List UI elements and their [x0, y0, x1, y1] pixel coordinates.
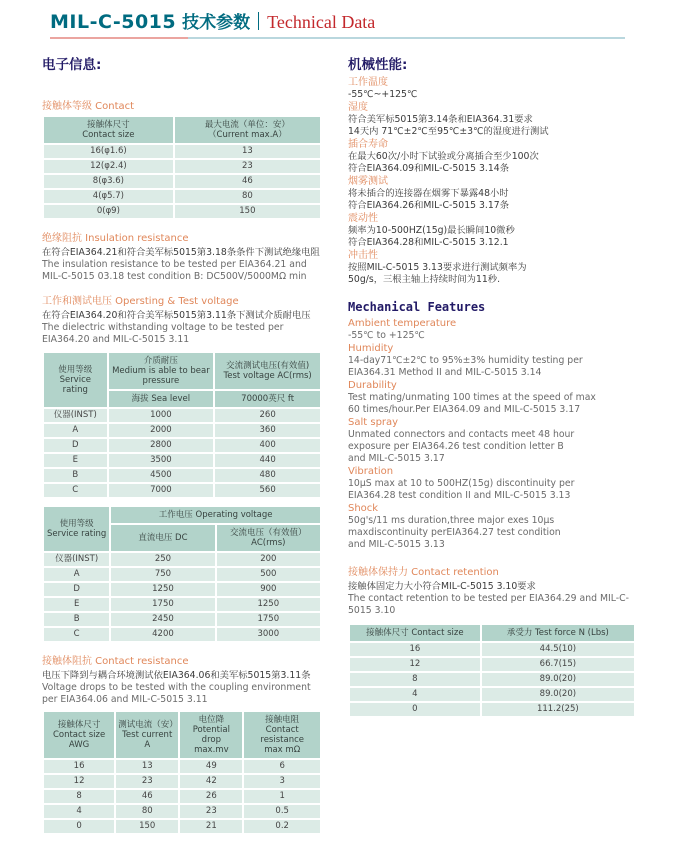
table-cell: 44.5(10) [482, 643, 634, 656]
table-cell: 16 [350, 643, 480, 656]
table-cell: 16(φ1.6) [44, 145, 173, 158]
header-zh: 接触体尺寸 [87, 120, 130, 130]
table-row [44, 568, 320, 581]
table-cell: 23 [180, 805, 242, 818]
table-cell: 2000 [109, 424, 214, 437]
operating-voltage-table [42, 505, 322, 643]
table-header-cell [44, 507, 109, 551]
contact-retention-block [348, 563, 636, 617]
table-subheader-cell: 交流电压（有效值） AC(rms) [217, 525, 320, 551]
table-header-row [44, 712, 320, 758]
table-row [44, 454, 320, 467]
table-cell: 3 [244, 775, 320, 788]
table-cell: 480 [215, 469, 320, 482]
table-cell: 42 [180, 775, 242, 788]
header-en: max mΩ [264, 745, 301, 755]
header-en: Service rating [46, 529, 107, 539]
header-en: Contact resistance [260, 725, 304, 745]
table-cell: 1 [244, 790, 320, 803]
property-heading: 插合寿命 [348, 139, 388, 150]
header-en: Test voltage AC(rms) [223, 371, 312, 381]
property-line: -55℃ to +125℃ [348, 330, 425, 341]
table-row [44, 775, 320, 788]
insulation-heading: 绝缘阻抗 Insulation resistance [42, 233, 189, 244]
property-heading: 冲击性 [348, 250, 378, 261]
table-header-cell [44, 353, 107, 407]
table-row [44, 469, 320, 482]
table-row [350, 703, 634, 716]
property-heading: Durability [348, 380, 397, 391]
voltage-block [42, 292, 322, 346]
property-line: 频率为10-500HZ(15g)最长瞬间10微秒 [348, 225, 515, 236]
table-cell: B [44, 613, 109, 626]
mechanical-properties-en [348, 318, 636, 551]
contact-resistance-block [42, 652, 322, 706]
header-zh: 接触电阻 [265, 715, 300, 725]
table-cell: 4 [350, 688, 480, 701]
table-cell: 1000 [109, 409, 214, 422]
property-line: -55℃~+125℃ [348, 89, 418, 100]
table-row [44, 583, 320, 596]
table-cell: 150 [116, 820, 178, 833]
table-row [44, 160, 320, 173]
table-cell: 0 [44, 820, 114, 833]
content-columns [42, 49, 667, 841]
table-cell: 560 [215, 484, 320, 497]
electrical-section-title: 电子信息: [42, 57, 102, 73]
table-header-cell [44, 117, 173, 143]
table-cell: B [44, 469, 107, 482]
property-heading: 工作温度 [348, 77, 388, 88]
header-zh: 电位降 [198, 715, 225, 725]
table-cell: 440 [215, 454, 320, 467]
table-cell: 80 [116, 805, 178, 818]
table-cell: 49 [180, 760, 242, 773]
table-row [44, 820, 320, 833]
property-line: maxdiscontinuity perEIA364.27 test condition [348, 527, 561, 538]
header-en: Potential drop [192, 725, 230, 745]
test-voltage-table [42, 351, 322, 499]
table-subheader-cell: 直流电压 DC [111, 525, 214, 551]
insulation-zh: 在符合EIA364.21和符合美军标5015第3.18条条件下测试绝缘电阻 [42, 247, 320, 258]
table-row [44, 790, 320, 803]
table-cell: 8(φ3.6) [44, 175, 173, 188]
table-cell: 900 [217, 583, 320, 596]
header-zh: 接触体尺寸 [57, 720, 101, 730]
property-line: 50g's/11 ms duration,three major exes 10μs [348, 515, 555, 526]
table-cell: 260 [215, 409, 320, 422]
voltage-heading: 工作和测试电压 Opersting & Test voltage [42, 296, 239, 307]
table-subheader-cell: 海拔 Sea level [109, 391, 214, 407]
table-cell: 89.0(20) [482, 673, 634, 686]
table-cell: C [44, 628, 109, 641]
table-cell: 4(φ5.7) [44, 190, 173, 203]
electrical-column [42, 49, 322, 841]
table-cell: 仪器(INST) [44, 553, 109, 566]
table-cell: A [44, 568, 109, 581]
table-row [44, 484, 320, 497]
table-cell: 26 [180, 790, 242, 803]
table-header-row [44, 117, 320, 143]
page-header [42, 8, 667, 39]
table-cell: 1750 [111, 598, 214, 611]
mechanical-properties-zh [348, 77, 636, 286]
table-header-cell [116, 712, 178, 758]
table-row [350, 688, 634, 701]
table-cell: D [44, 583, 109, 596]
property-line: EIA364.28 test condition II and MIL-C-5015 3.13 [348, 490, 571, 501]
table-cell: 46 [116, 790, 178, 803]
title-model: MIL-C-5015 [50, 11, 177, 33]
contact-retention-en: The contact retention to be tested per EIA364.29 and MIL-C-5015 3.10 [348, 593, 629, 616]
table-header-cell [44, 712, 114, 758]
page-title [50, 8, 667, 33]
property-line: exposure per EIA364.26 test condition letter B [348, 441, 564, 452]
table-header-cell [109, 353, 214, 389]
voltage-zh: 在符合EIA364.20和符合美军标5015第3.11条下测试介质耐电压 [42, 310, 311, 321]
table-cell: 0 [350, 703, 480, 716]
table-cell: 0.2 [244, 820, 320, 833]
table-header-row [350, 625, 634, 641]
header-en: （Current max.A） [208, 130, 287, 140]
property-line: 10μS max at 10 to 500HZ(15g) discontinuity per [348, 478, 575, 489]
table-cell: 4200 [111, 628, 214, 641]
table-cell: 23 [175, 160, 320, 173]
header-zh: 测试电流（安） [118, 720, 178, 730]
table-cell: C [44, 484, 107, 497]
property-line: 符合EIA364.28和MIL-C-5015 3.12.1 [348, 237, 509, 248]
contact-heading: 接触体等级 Contact [42, 101, 135, 112]
table-cell: 13 [175, 145, 320, 158]
property-line: 按照MIL-C-5015 3.13要求进行测试频率为 [348, 262, 527, 273]
table-row [44, 145, 320, 158]
table-header-cell [215, 353, 320, 389]
table-cell: A [44, 424, 107, 437]
table-cell: 3500 [109, 454, 214, 467]
property-line: Test mating/unmating 100 times at the speed of max [348, 392, 596, 403]
table-row [44, 205, 320, 218]
table-cell: D [44, 439, 107, 452]
table-row [44, 598, 320, 611]
table-row [44, 409, 320, 422]
property-heading: Salt spray [348, 417, 399, 428]
table-cell: E [44, 598, 109, 611]
header-rule-blue [188, 37, 625, 39]
table-cell: E [44, 454, 107, 467]
property-heading: Ambient temperature [348, 318, 457, 329]
property-line: 50g/s，三根主轴上持续时间为11秒. [348, 274, 501, 285]
table-cell: 46 [175, 175, 320, 188]
table-cell: 13 [116, 760, 178, 773]
table-cell: 111.2(25) [482, 703, 634, 716]
header-zh: 介质耐压 [143, 356, 178, 366]
table-cell: 400 [215, 439, 320, 452]
table-header-cell [244, 712, 320, 758]
header-en: Service rating [59, 375, 91, 395]
property-heading: Humidity [348, 343, 394, 354]
header-en: max.mv [194, 745, 229, 755]
table-cell: 12(φ2.4) [44, 160, 173, 173]
mechanical-column [348, 49, 636, 841]
table-row [44, 553, 320, 566]
contact-resistance-table [42, 710, 322, 835]
header-en: Medium is able to bear pressure [112, 366, 210, 386]
table-cell: 0(φ9) [44, 205, 173, 218]
table-cell: 4500 [109, 469, 214, 482]
table-header-cell: 接触体尺寸 Contact size [350, 625, 480, 641]
header-rule-red [50, 37, 188, 39]
insulation-block [42, 229, 322, 283]
table-cell: 3000 [217, 628, 320, 641]
table-cell: 150 [175, 205, 320, 218]
property-heading: 震动性 [348, 213, 378, 224]
header-en: Test current A [122, 730, 173, 750]
contact-resistance-zh: 电压下降到与耦合环境测试依EIA364.06和美军标5015第3.11条 [42, 670, 311, 681]
contact-current-table [42, 115, 322, 220]
table-cell: 8 [44, 790, 114, 803]
property-heading: Vibration [348, 466, 394, 477]
table-row [44, 190, 320, 203]
table-row [44, 424, 320, 437]
contact-resistance-heading: 接触体阻抗 Contact resistance [42, 656, 189, 667]
table-cell: 80 [175, 190, 320, 203]
property-heading: Shock [348, 503, 379, 514]
header-zh: 使用等级 [58, 365, 93, 375]
table-header-cell [175, 117, 320, 143]
header-zh: 最大电流（单位：安） [204, 120, 290, 130]
property-line: Unmated connectors and contacts meet 48 hour [348, 429, 575, 440]
table-row [44, 613, 320, 626]
table-cell: 750 [111, 568, 214, 581]
property-line: 14天内 71℃±2℃至95℃±3℃的湿度进行测试 [348, 126, 549, 137]
table-row [44, 628, 320, 641]
table-cell: 1250 [217, 598, 320, 611]
property-line: and MIL-C-5015 3.13 [348, 539, 445, 550]
table-subheader-cell: 70000英尺 ft [215, 391, 320, 407]
table-cell: 12 [350, 658, 480, 671]
header-en: Contact size AWG [52, 730, 106, 750]
table-cell: 1250 [111, 583, 214, 596]
title-zh: 技术参数 [182, 13, 251, 33]
table-cell: 21 [180, 820, 242, 833]
property-line: EIA364.31 Method II and MIL-C-5015 3.14 [348, 367, 542, 378]
table-cell: 4 [44, 805, 114, 818]
property-line: 符合美军标5015第3.14条和EIA364.31要求 [348, 114, 533, 125]
header-zh: 使用等级 [59, 519, 94, 529]
table-row [350, 673, 634, 686]
table-cell: 2450 [111, 613, 214, 626]
table-header-cell: 承受力 Test force N (Lbs) [482, 625, 634, 641]
table-row [44, 805, 320, 818]
property-heading: 湿度 [348, 102, 368, 113]
contact-retention-zh: 接触体固定力大小符合MIL-C-5015 3.10要求 [348, 581, 536, 592]
title-en: Technical Data [267, 12, 376, 32]
mechanical-section-title: 机械性能: [348, 57, 408, 73]
property-line: 符合EIA364.09和MIL-C-5015 3.14条 [348, 163, 509, 174]
voltage-en: The dielectric withstanding voltage to be tested per EIA364.20 and MIL-C-5015 3.11 [42, 322, 284, 345]
contact-retention-table [348, 623, 636, 718]
table-row [350, 643, 634, 656]
table-cell: 200 [217, 553, 320, 566]
table-cell: 500 [217, 568, 320, 581]
table-header-cell [180, 712, 242, 758]
table-cell: 8 [350, 673, 480, 686]
table-cell: 360 [215, 424, 320, 437]
table-cell: 23 [116, 775, 178, 788]
table-cell: 16 [44, 760, 114, 773]
table-cell: 7000 [109, 484, 214, 497]
table-row [44, 760, 320, 773]
header-zh: 交流测试电压(有效值) [226, 361, 310, 371]
table-row [350, 658, 634, 671]
property-line: 60 times/hour.Per EIA364.09 and MIL-C-5015 3.17 [348, 404, 581, 415]
table-header-row [44, 507, 320, 523]
table-cell: 66.7(15) [482, 658, 634, 671]
property-line: 在最大60次/小时下试验或分离插合至少100次 [348, 151, 539, 162]
property-heading: 烟雾测试 [348, 176, 388, 187]
table-cell: 89.0(20) [482, 688, 634, 701]
table-row [44, 175, 320, 188]
property-line: 符合EIA364.26和MIL-C-5015 3.17条 [348, 200, 509, 211]
property-line: 14-day71℃±2℃ to 95%±3% humidity testing per [348, 355, 583, 366]
table-row [44, 439, 320, 452]
header-rule [50, 37, 667, 39]
mechanical-features-title: Mechanical Features [348, 300, 486, 314]
table-cell: 6 [244, 760, 320, 773]
property-line: 将未插合的连接器在烟雾下暴露48小时 [348, 188, 509, 199]
table-header-cell: 工作电压 Operating voltage [111, 507, 320, 523]
insulation-en: The insulation resistance to be tested per EIA364.21 and MIL-C-5015 03.18 test condition B: DC500V/5000MΩ min [42, 259, 307, 282]
contact-retention-heading: 接触体保持力 Contact retention [348, 567, 499, 578]
contact-resistance-en: Voltage drops to be tested with the coupling environment per EIA364.06 and MIL-C-5015 3.11 [42, 682, 311, 705]
property-line: and MIL-C-5015 3.17 [348, 453, 445, 464]
table-cell: 2800 [109, 439, 214, 452]
table-header-row [44, 353, 320, 389]
table-cell: 250 [111, 553, 214, 566]
table-cell: 0.5 [244, 805, 320, 818]
table-cell: 仪器(INST) [44, 409, 107, 422]
header-en: Contact size [82, 130, 135, 140]
title-divider [258, 12, 259, 30]
table-cell: 1750 [217, 613, 320, 626]
table-cell: 12 [44, 775, 114, 788]
